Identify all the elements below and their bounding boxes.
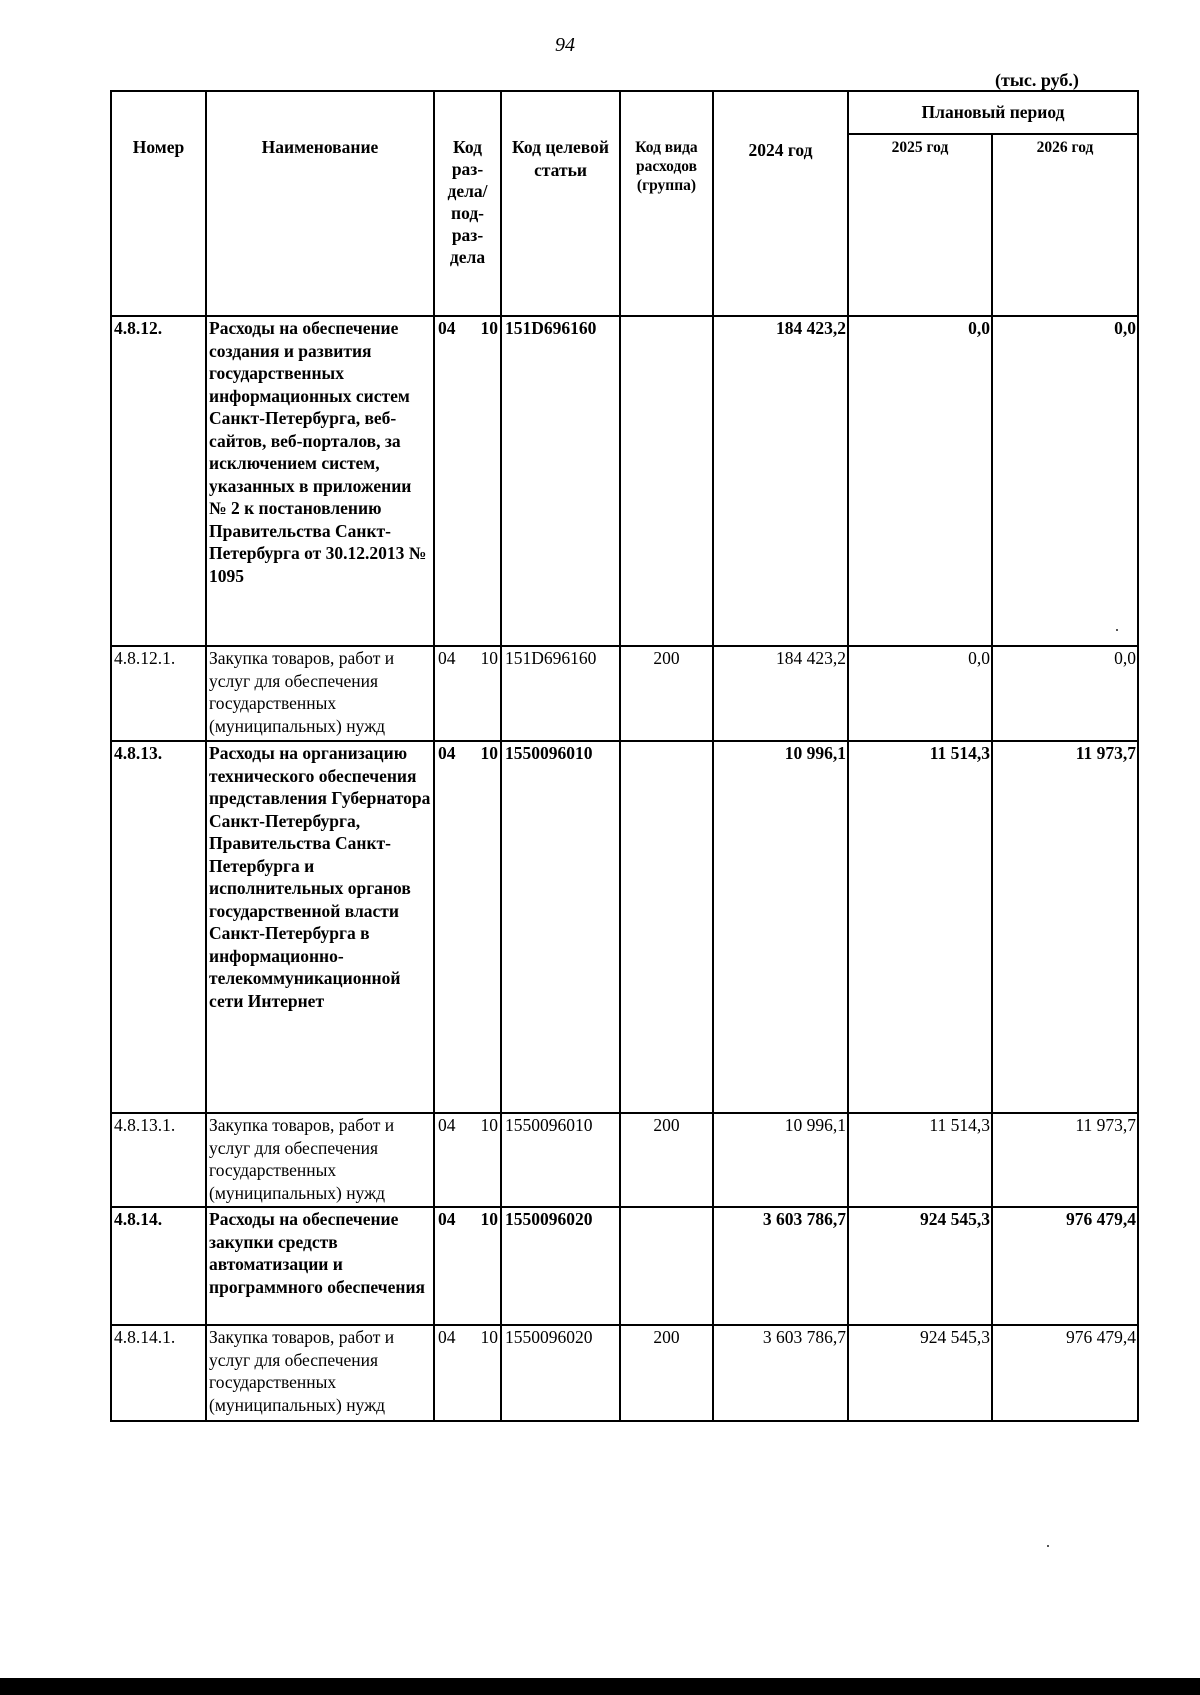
header-nomer: Номер (111, 91, 206, 316)
row-celevaya-statya: 1550096010 (501, 741, 620, 1113)
row-vid-rashodov (620, 741, 713, 1113)
row-2026: 976 479,4 (992, 1207, 1138, 1325)
row-number: 4.8.12. (111, 316, 206, 646)
scan-border (0, 1678, 1200, 1695)
row-number: 4.8.12.1. (111, 646, 206, 741)
table-row (111, 1113, 1138, 1207)
header-kod-vida: Код вида расходов (группа) (620, 91, 713, 316)
header-naimenovanie: Наименование (206, 91, 434, 316)
row-name: Расходы на организацию технического обеспечения представления Губернатора Санкт-Петербурга, Правительства Санкт-Петербурга и исполнительных органов государственной власти Санкт-Петербурга в информационно-телекоммуникационной сети Интернет (206, 741, 434, 1113)
row-2024: 3 603 786,7 (713, 1207, 848, 1325)
row-razdel: 04 10 (434, 1207, 501, 1325)
header-kod-celevoy: Код целевой статьи (501, 91, 620, 316)
row-name: Закупка товаров, работ и услуг для обеспечения государственных (муниципальных) нужд (206, 1113, 434, 1207)
header-2026: 2026 год (992, 134, 1138, 316)
table-row (111, 741, 1138, 1113)
units-label: (тыс. руб.) (995, 70, 1079, 90)
row-2026: 0,0 (992, 646, 1138, 741)
row-number: 4.8.14. (111, 1207, 206, 1325)
row-razdel: 04 10 (434, 741, 501, 1113)
row-2024: 184 423,2 (713, 646, 848, 741)
row-2026: 11 973,7 (992, 741, 1138, 1113)
scan-speck (1116, 629, 1118, 631)
row-2025: 0,0 (848, 646, 992, 741)
table-row (111, 1207, 1138, 1325)
row-vid-rashodov: 200 (620, 646, 713, 741)
row-celevaya-statya: 1550096010 (501, 1113, 620, 1207)
row-2025: 11 514,3 (848, 1113, 992, 1207)
row-name: Закупка товаров, работ и услуг для обеспечения государственных (муниципальных) нужд (206, 1325, 434, 1421)
row-2026: 11 973,7 (992, 1113, 1138, 1207)
row-razdel: 04 10 (434, 1325, 501, 1421)
row-2024: 184 423,2 (713, 316, 848, 646)
header-2024: 2024 год (713, 91, 848, 316)
row-2024: 10 996,1 (713, 741, 848, 1113)
row-vid-rashodov: 200 (620, 1325, 713, 1421)
row-razdel: 04 10 (434, 646, 501, 741)
row-number: 4.8.14.1. (111, 1325, 206, 1421)
row-name: Закупка товаров, работ и услуг для обеспечения государственных (муниципальных) нужд (206, 646, 434, 741)
header-kod-razdela: Код раз-дела/ под-раз-дела (434, 91, 501, 316)
row-2024: 3 603 786,7 (713, 1325, 848, 1421)
row-2025: 924 545,3 (848, 1207, 992, 1325)
page-number: 94 (555, 34, 575, 56)
row-celevaya-statya: 151D696160 (501, 646, 620, 741)
row-name: Расходы на обеспечение создания и развития государственных информационных систем Санкт-Петербурга, веб-сайтов, веб-порталов, за исключением систем, указанных в приложении № 2 к постановлению Правительства Санкт-Петербурга от 30.12.2013 № 1095 (206, 316, 434, 646)
row-celevaya-statya: 1550096020 (501, 1325, 620, 1421)
row-2026: 0,0 (992, 316, 1138, 646)
header-planovy-period: Плановый период (848, 91, 1138, 134)
table-row (111, 646, 1138, 741)
row-number: 4.8.13.1. (111, 1113, 206, 1207)
row-name: Расходы на обеспечение закупки средств автоматизации и программного обеспечения (206, 1207, 434, 1325)
row-vid-rashodov: 200 (620, 1113, 713, 1207)
row-2025: 11 514,3 (848, 741, 992, 1113)
table-row (111, 316, 1138, 646)
header-2025: 2025 год (848, 134, 992, 316)
row-vid-rashodov (620, 1207, 713, 1325)
row-2026: 976 479,4 (992, 1325, 1138, 1421)
row-2025: 924 545,3 (848, 1325, 992, 1421)
table-row (111, 1325, 1138, 1421)
row-razdel: 04 10 (434, 316, 501, 646)
row-vid-rashodov (620, 316, 713, 646)
row-2024: 10 996,1 (713, 1113, 848, 1207)
row-number: 4.8.13. (111, 741, 206, 1113)
budget-table (110, 90, 1139, 1422)
scan-speck (1047, 1545, 1049, 1547)
row-celevaya-statya: 151D696160 (501, 316, 620, 646)
row-razdel: 04 10 (434, 1113, 501, 1207)
row-2025: 0,0 (848, 316, 992, 646)
row-celevaya-statya: 1550096020 (501, 1207, 620, 1325)
